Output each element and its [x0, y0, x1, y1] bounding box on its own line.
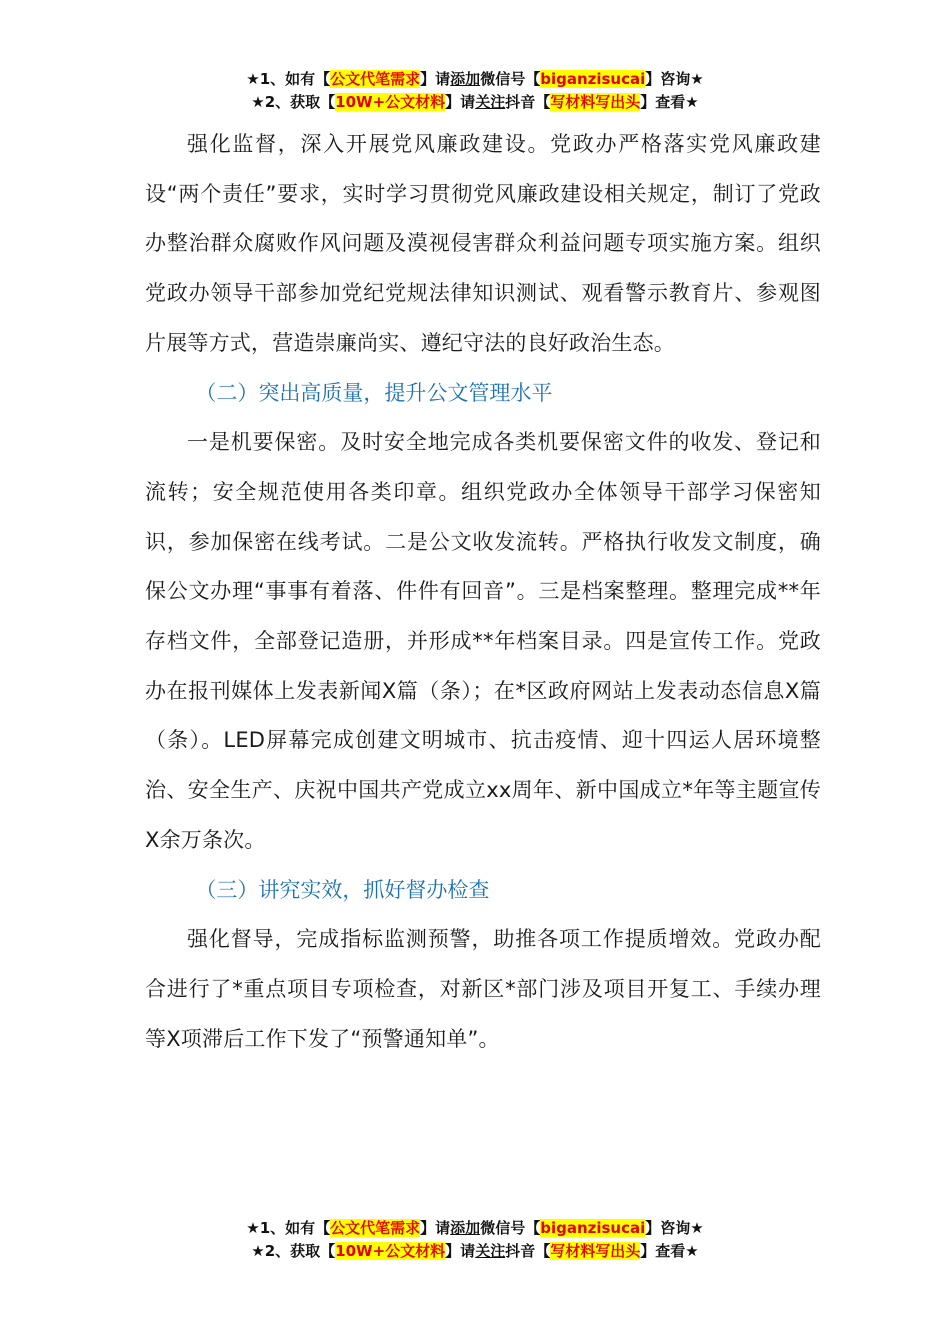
promo-text: 1、如有【: [259, 70, 331, 88]
promo-text: 】请: [445, 93, 476, 111]
promo-text: 抖音【: [505, 93, 551, 111]
highlight-wechat-id: biganzisucai: [540, 70, 646, 88]
highlight-wechat-id: biganzisucai: [540, 1219, 646, 1237]
header-promo-banner: [0, 68, 950, 114]
star-icon: ★: [690, 70, 704, 88]
promo-text: 】咨询: [645, 70, 691, 88]
star-icon: ★: [246, 70, 260, 88]
promo-line-1: [0, 1217, 950, 1240]
promo-text: 2、获取【: [264, 1242, 336, 1260]
promo-text: 2、获取【: [264, 93, 336, 111]
star-icon: ★: [690, 1219, 704, 1237]
promo-line-2: [0, 1240, 950, 1263]
paragraph-supervision: 强化监督，深入开展党风廉政建设。党政办严格落实党风廉政建设“两个责任”要求，实时学习贯彻党风廉政建设相关规定，制订了党政办整治群众腐败作风问题及漠视侵害群众利益问题专项实施方案。组织党政办领导干部参加党纪党规法律知识测试、观看警示教育片、参观图片展等方式，营造崇廉尚实、遵纪守法的良好政治生态。: [145, 132, 821, 355]
highlight-service: 公文代笔需求: [330, 1219, 421, 1237]
underlined-text: 关注: [475, 1242, 506, 1260]
star-icon: ★: [246, 1219, 260, 1237]
star-icon: ★: [685, 93, 699, 111]
highlight-douyin-id: 写材料写出头: [550, 1242, 641, 1260]
promo-text: 】请: [445, 1242, 476, 1260]
promo-text: 】咨询: [645, 1219, 691, 1237]
star-icon: ★: [251, 1242, 265, 1260]
star-icon: ★: [685, 1242, 699, 1260]
promo-text: 】请: [420, 1219, 451, 1237]
section-heading-3: （三）讲究实效，抓好督办检查: [195, 877, 490, 902]
highlight-service: 公文代笔需求: [330, 70, 421, 88]
paragraph-inspection: 强化督导，完成指标监测预警，助推各项工作提质增效。党政办配合进行了*重点项目专项检查，对新区*部门涉及项目开复工、手续办理等X项滞后工作下发了“预警通知单”。: [145, 927, 821, 1051]
promo-text: 】查看: [640, 1242, 686, 1260]
promo-text: 】查看: [640, 93, 686, 111]
document-body: [145, 120, 821, 1064]
promo-text: 微信号【: [480, 1219, 541, 1237]
underlined-text: 关注: [475, 93, 506, 111]
highlight-materials: 10W+公文材料: [335, 93, 446, 111]
section-heading-2: （二）突出高质量，提升公文管理水平: [195, 380, 553, 405]
footer-promo-banner: [0, 1217, 950, 1263]
promo-text: 抖音【: [505, 1242, 551, 1260]
underlined-text: 添加: [450, 1219, 481, 1237]
highlight-douyin-id: 写材料写出头: [550, 93, 641, 111]
promo-line-1: [0, 68, 950, 91]
promo-text: 1、如有【: [259, 1219, 331, 1237]
paragraph-document-management: 一是机要保密。及时安全地完成各类机要保密文件的收发、登记和流转；安全规范使用各类印章。组织党政办全体领导干部学习保密知识，参加保密在线考试。二是公文收发流转。严格执行收发文制度，确保公文办理“事事有着落、件件有回音”。三是档案整理。整理完成**年存档文件，全部登记造册，并形成**年档案目录。四是宣传工作。党政办在报刊媒体上发表新闻X篇（条）；在*区政府网站上发表动态信息X篇（条）。LED屏幕完成创建文明城市、抗击疫情、迎十四运人居环境整治、安全生产、庆祝中国共产党成立xx周年、新中国成立*年等主题宣传X余万条次。: [145, 430, 821, 852]
promo-text: 微信号【: [480, 70, 541, 88]
promo-text: 】请: [420, 70, 451, 88]
highlight-materials: 10W+公文材料: [335, 1242, 446, 1260]
underlined-text: 添加: [450, 70, 481, 88]
promo-line-2: [0, 91, 950, 114]
star-icon: ★: [251, 93, 265, 111]
